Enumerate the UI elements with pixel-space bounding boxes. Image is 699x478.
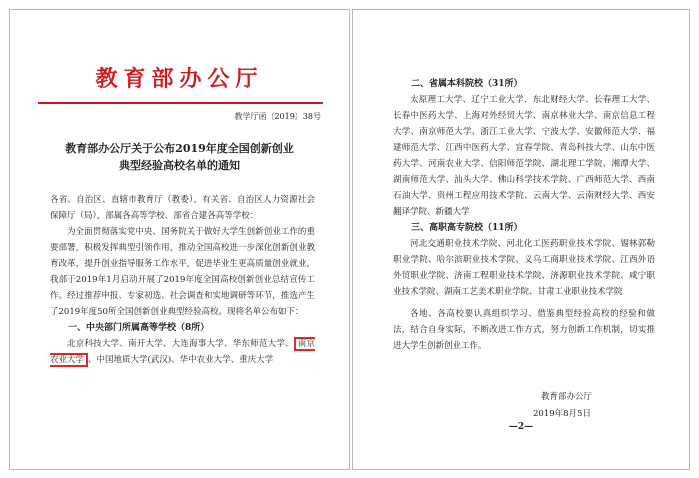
page-number: —2—	[508, 422, 534, 432]
issue-date: 2019年8月5日	[533, 409, 591, 419]
red-divider	[38, 102, 323, 104]
closing-paragraph: 各地、各高校要认真组织学习、借鉴典型经验高校的经验和做法，结合自身实际，不断改进工作方式，努力创新工作机制，切实推进大学生创新创业工作。	[393, 309, 655, 351]
highlighted-university: 南京农业大学	[50, 339, 315, 365]
recipients: 各省、自治区、直辖市教育厅（教委），有关省、自治区人力资源社会保障厅（局），部属各高等学校、部省合建各高等学校：	[50, 195, 315, 221]
issuer-header: 教育部办公厅	[95, 66, 264, 92]
section-2-list: 太原理工大学、辽宁工业大学、东北财经大学、长春理工大学、长春中医药大学、上海对外经贸大学、南京林业大学、南京信息工程大学、南京师范大学、浙江工业大学、宁波大学、安徽师范大学、福建师范大学、江西中医药大学、宜春学院、青岛科技大学、山东中医药大学、河南农业大学、信阳师范学院、湖北理工学院、湘潭大学、湖南师范大学、汕头大学、佛山科学技术学院、广西师范大学、西南石油大学、贵州工程应用技术学院、云南大学、云南财经大学、西安翻译学院、新疆大学	[393, 95, 655, 217]
section-1-heading: 一、中央部门所属高等学校（8所）	[68, 323, 210, 333]
section-2-heading: 二、省属本科院校（31所）	[411, 79, 523, 89]
title-line-2: 典型经验高校名单的通知	[119, 159, 240, 172]
document-number: 教学厅函〔2019〕38号	[234, 112, 321, 121]
body-text-right	[393, 76, 655, 354]
section-3-heading: 三、高职高专院校（11所）	[411, 223, 523, 233]
section-1-list	[50, 336, 315, 368]
section-1-line-1: 北京科技大学、南开大学、大连海事大学、华东师范大学、	[67, 339, 294, 349]
title-line-1: 教育部办公厅关于公布2019年度全国创新创业	[65, 142, 294, 155]
intro-paragraph: 为全面贯彻落实党中央、国务院关于做好大学生创新创业工作的重要部署，积极发挥典型引领作用，推动全国高校进一步深化创新创业教育改革，提升创业指导服务工作水平，促进毕业生更高质量创业就业，我部于2019年1月启动开展了2019年度全国高校创新创业总结宣传工作。经过推荐申报、专家初选、社会调查和实地调研等环节，推选产生了2019年度50所全国创新创业典型经验高校。现将名单公布如下：	[50, 227, 315, 317]
body-text-left	[50, 192, 315, 368]
document-page-left	[9, 9, 350, 470]
signature: 教育部办公厅	[541, 392, 593, 402]
document-title	[10, 140, 349, 174]
section-3-list: 河北交通职业技术学院、河北化工医药职业技术学院、锡林郭勒职业学院、哈尔滨职业技术学院、义乌工商职业技术学院、江西外语外贸职业学院、济南工程职业技术学院、济源职业技术学院、咸宁职业技术学院、湖南工艺美术职业学院、甘肃工业职业技术学院	[393, 239, 655, 297]
document-page-right	[352, 9, 690, 470]
section-1-line-2: 、中国地质大学(武汉)、华中农业大学、重庆大学	[88, 355, 274, 365]
